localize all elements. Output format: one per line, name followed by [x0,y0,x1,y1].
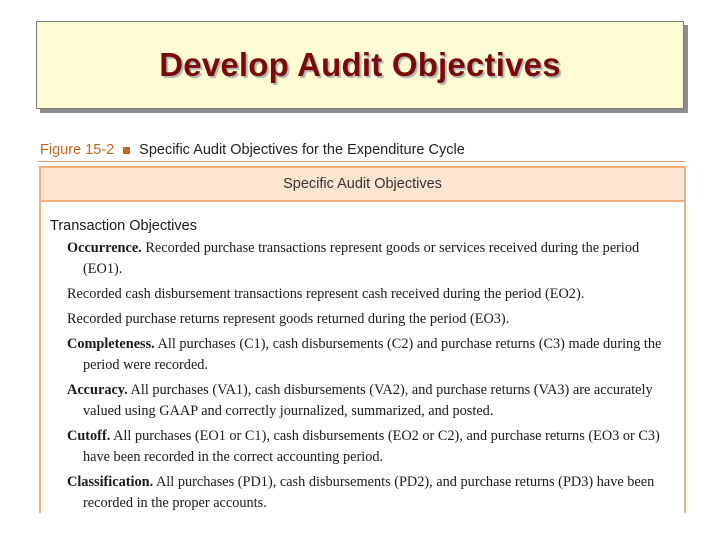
table-header-label: Specific Audit Objectives [283,176,442,192]
objective-item [67,472,671,513]
objective-item [67,426,671,468]
objective-item [67,238,671,280]
objective-item [67,309,671,330]
objectives-list [67,238,671,513]
objective-text: Recorded purchase returns represent goods returned during the period (EO3). [67,311,510,327]
objective-lead: Classification. [67,474,154,490]
caption-divider [38,161,685,162]
objective-text: All purchases (C1), cash disbursements (C2) and purchase returns (C3) made during the period were recorded. [83,336,662,373]
objective-item [67,380,671,422]
section-heading: Transaction Objectives [50,218,197,234]
objectives-table [39,166,686,513]
objective-lead: Occurrence. [67,240,142,256]
objective-item [67,284,671,305]
objective-lead: Accuracy. [67,382,128,398]
table-header [41,168,684,202]
slide-title-box [36,21,684,109]
objective-item [67,334,671,376]
caption-square-icon [123,147,130,154]
objective-text: All purchases (PD1), cash disbursements (PD2), and purchase returns (PD3) have been recorded in the proper accounts. [83,474,655,511]
objective-lead: Cutoff. [67,428,111,444]
figure-caption [40,140,465,160]
figure-number: Figure 15-2 [40,142,115,158]
objective-text: All purchases (VA1), cash disbursements (VA2), and purchase returns (VA3) are accurately valued using GAAP and correctly journalized, summarized, and posted. [83,382,653,419]
objective-text: All purchases (EO1 or C1), cash disbursements (EO2 or C2), and purchase returns (EO3 or C3) have been recorded in the correct accounting period. [83,428,660,465]
objective-text: Recorded purchase transactions represent goods or services received during the period (EO1). [83,240,640,277]
objective-lead: Completeness. [67,336,155,352]
slide-title: Develop Audit Objectives [159,46,561,83]
figure-caption-text: Specific Audit Objectives for the Expenditure Cycle [139,142,465,158]
objective-text: Recorded cash disbursement transactions represent cash received during the period (EO2). [67,286,585,302]
